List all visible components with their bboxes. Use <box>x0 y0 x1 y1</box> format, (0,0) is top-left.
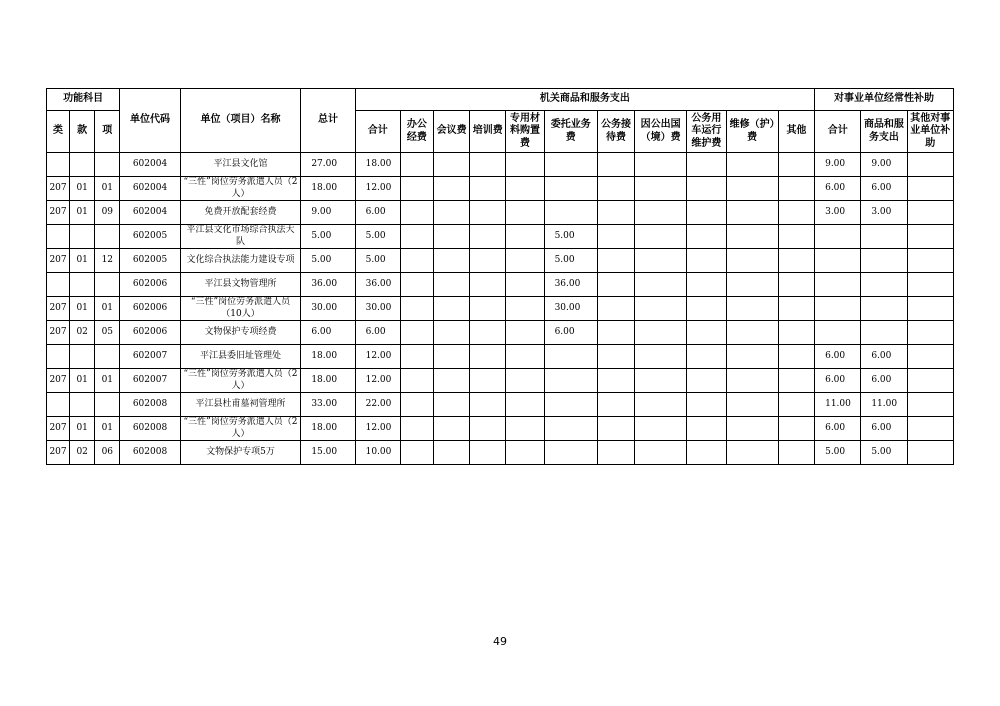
cell-unit-name: “三性”岗位劳务派遣人员（2人） <box>180 417 301 441</box>
cell-subsidy-goods: 5.00 <box>861 441 907 465</box>
cell-xiang <box>95 153 120 177</box>
cell-office-expense <box>400 321 433 345</box>
cell-entrusted-business: 5.00 <box>544 225 597 249</box>
cell-unit-code: 602004 <box>120 153 180 177</box>
cell-vehicle-maintenance <box>687 249 726 273</box>
cell-vehicle-maintenance <box>687 201 726 225</box>
cell-vehicle-maintenance <box>687 321 726 345</box>
cell-repair <box>726 345 778 369</box>
cell-unit-code: 602005 <box>120 249 180 273</box>
cell-total: 5.00 <box>301 249 355 273</box>
cell-subsidy-goods: 6.00 <box>861 417 907 441</box>
cell-official-reception <box>597 441 634 465</box>
table-row <box>47 393 954 417</box>
cell-entrusted-business <box>544 441 597 465</box>
cell-official-reception <box>597 249 634 273</box>
cell-office-expense <box>400 177 433 201</box>
header-kuan: 款 <box>70 111 95 153</box>
cell-vehicle-maintenance <box>687 345 726 369</box>
cell-other <box>778 345 814 369</box>
cell-official-reception <box>597 201 634 225</box>
cell-subsidy-goods: 6.00 <box>861 345 907 369</box>
cell-unit-name: “三性”岗位劳务派遣人员（10人） <box>180 297 301 321</box>
cell-unit-code: 602008 <box>120 393 180 417</box>
cell-vehicle-maintenance <box>687 153 726 177</box>
cell-meeting-expense <box>434 273 470 297</box>
table-row <box>47 441 954 465</box>
cell-office-expense <box>400 417 433 441</box>
cell-overseas-travel <box>635 225 687 249</box>
cell-subsidy-total: 9.00 <box>815 153 861 177</box>
cell-repair <box>726 273 778 297</box>
cell-unit-name: “三性”岗位劳务派遣人员（2人） <box>180 177 301 201</box>
cell-overseas-travel <box>635 417 687 441</box>
cell-subsidy-total <box>815 297 861 321</box>
cell-office-expense <box>400 345 433 369</box>
cell-other <box>778 177 814 201</box>
cell-goods-total: 12.00 <box>355 177 400 201</box>
cell-unit-name: 免费开放配套经费 <box>180 201 301 225</box>
cell-xiang <box>95 393 120 417</box>
cell-vehicle-maintenance <box>687 225 726 249</box>
cell-unit-code: 602007 <box>120 345 180 369</box>
cell-kuan: 01 <box>70 369 95 393</box>
cell-subsidy-goods <box>861 225 907 249</box>
cell-meeting-expense <box>434 297 470 321</box>
cell-entrusted-business: 5.00 <box>544 249 597 273</box>
cell-entrusted-business: 36.00 <box>544 273 597 297</box>
cell-entrusted-business <box>544 345 597 369</box>
cell-kuan: 01 <box>70 201 95 225</box>
cell-xiang <box>95 225 120 249</box>
cell-official-reception <box>597 273 634 297</box>
cell-overseas-travel <box>635 153 687 177</box>
cell-goods-total: 10.00 <box>355 441 400 465</box>
cell-goods-total: 12.00 <box>355 345 400 369</box>
cell-goods-total: 36.00 <box>355 273 400 297</box>
header-office-expense: 办公经费 <box>400 111 433 153</box>
cell-meeting-expense <box>434 441 470 465</box>
cell-lei <box>47 345 70 369</box>
cell-xiang <box>95 273 120 297</box>
cell-total: 18.00 <box>301 345 355 369</box>
cell-lei: 207 <box>47 249 70 273</box>
cell-training-expense <box>470 393 506 417</box>
cell-material-purchase <box>506 345 544 369</box>
cell-lei: 207 <box>47 297 70 321</box>
cell-subsidy-goods: 6.00 <box>861 369 907 393</box>
cell-overseas-travel <box>635 249 687 273</box>
cell-xiang: 09 <box>95 201 120 225</box>
cell-xiang <box>95 345 120 369</box>
cell-subsidy-other <box>907 153 953 177</box>
cell-subsidy-total <box>815 273 861 297</box>
cell-kuan <box>70 225 95 249</box>
cell-other <box>778 369 814 393</box>
cell-total: 15.00 <box>301 441 355 465</box>
table-row <box>47 249 954 273</box>
cell-vehicle-maintenance <box>687 177 726 201</box>
cell-entrusted-business: 6.00 <box>544 321 597 345</box>
cell-repair <box>726 441 778 465</box>
cell-meeting-expense <box>434 177 470 201</box>
cell-unit-name: 文物保护专项经费 <box>180 321 301 345</box>
cell-meeting-expense <box>434 393 470 417</box>
cell-vehicle-maintenance <box>687 441 726 465</box>
cell-material-purchase <box>506 393 544 417</box>
cell-overseas-travel <box>635 345 687 369</box>
cell-training-expense <box>470 369 506 393</box>
cell-lei: 207 <box>47 321 70 345</box>
cell-training-expense <box>470 441 506 465</box>
cell-official-reception <box>597 369 634 393</box>
cell-total: 18.00 <box>301 369 355 393</box>
cell-repair <box>726 321 778 345</box>
table-row <box>47 417 954 441</box>
cell-meeting-expense <box>434 201 470 225</box>
cell-kuan: 02 <box>70 321 95 345</box>
cell-office-expense <box>400 441 433 465</box>
cell-subsidy-goods: 3.00 <box>861 201 907 225</box>
page-number: 49 <box>493 635 507 648</box>
cell-meeting-expense <box>434 225 470 249</box>
cell-goods-total: 5.00 <box>355 225 400 249</box>
cell-entrusted-business <box>544 177 597 201</box>
cell-lei: 207 <box>47 177 70 201</box>
cell-subsidy-total: 3.00 <box>815 201 861 225</box>
cell-unit-code: 602006 <box>120 297 180 321</box>
header-overseas-travel: 因公出国（境）费 <box>635 111 687 153</box>
cell-official-reception <box>597 177 634 201</box>
cell-subsidy-other <box>907 177 953 201</box>
cell-total: 9.00 <box>301 201 355 225</box>
cell-subsidy-other <box>907 417 953 441</box>
cell-kuan: 01 <box>70 417 95 441</box>
cell-other <box>778 225 814 249</box>
cell-kuan: 01 <box>70 249 95 273</box>
cell-lei <box>47 225 70 249</box>
cell-repair <box>726 225 778 249</box>
cell-goods-total: 5.00 <box>355 249 400 273</box>
header-vehicle-maintenance: 公务用车运行维护费 <box>687 111 726 153</box>
cell-xiang: 06 <box>95 441 120 465</box>
cell-vehicle-maintenance <box>687 369 726 393</box>
cell-subsidy-other <box>907 369 953 393</box>
cell-subsidy-total: 6.00 <box>815 345 861 369</box>
cell-unit-code: 602008 <box>120 417 180 441</box>
header-xiang: 项 <box>95 111 120 153</box>
table-row <box>47 345 954 369</box>
cell-training-expense <box>470 249 506 273</box>
cell-overseas-travel <box>635 441 687 465</box>
header-training-expense: 培训费 <box>470 111 506 153</box>
cell-goods-total: 18.00 <box>355 153 400 177</box>
table-row <box>47 273 954 297</box>
cell-subsidy-total: 6.00 <box>815 177 861 201</box>
cell-entrusted-business <box>544 201 597 225</box>
cell-xiang: 12 <box>95 249 120 273</box>
cell-overseas-travel <box>635 177 687 201</box>
cell-training-expense <box>470 177 506 201</box>
cell-lei <box>47 393 70 417</box>
cell-total: 30.00 <box>301 297 355 321</box>
cell-unit-code: 602006 <box>120 273 180 297</box>
header-other: 其他 <box>778 111 814 153</box>
cell-material-purchase <box>506 321 544 345</box>
cell-entrusted-business <box>544 369 597 393</box>
header-repair: 维修（护）费 <box>726 111 778 153</box>
cell-unit-code: 602007 <box>120 369 180 393</box>
cell-entrusted-business <box>544 417 597 441</box>
cell-material-purchase <box>506 273 544 297</box>
header-group-subsidy: 对事业单位经常性补助 <box>815 89 954 111</box>
cell-subsidy-total: 6.00 <box>815 417 861 441</box>
cell-repair <box>726 201 778 225</box>
cell-kuan <box>70 273 95 297</box>
cell-vehicle-maintenance <box>687 393 726 417</box>
header-subsidy-total: 合计 <box>815 111 861 153</box>
cell-overseas-travel <box>635 321 687 345</box>
cell-subsidy-total <box>815 249 861 273</box>
cell-material-purchase <box>506 249 544 273</box>
cell-other <box>778 393 814 417</box>
cell-subsidy-other <box>907 249 953 273</box>
cell-official-reception <box>597 153 634 177</box>
cell-other <box>778 417 814 441</box>
cell-lei <box>47 153 70 177</box>
cell-total: 5.00 <box>301 225 355 249</box>
cell-other <box>778 321 814 345</box>
cell-entrusted-business <box>544 393 597 417</box>
cell-goods-total: 12.00 <box>355 417 400 441</box>
cell-material-purchase <box>506 369 544 393</box>
header-meeting-expense: 会议费 <box>434 111 470 153</box>
header-entrusted-business: 委托业务费 <box>544 111 597 153</box>
cell-meeting-expense <box>434 417 470 441</box>
cell-subsidy-other <box>907 393 953 417</box>
cell-repair <box>726 417 778 441</box>
cell-entrusted-business <box>544 153 597 177</box>
table-row <box>47 369 954 393</box>
cell-office-expense <box>400 369 433 393</box>
cell-training-expense <box>470 297 506 321</box>
cell-office-expense <box>400 393 433 417</box>
cell-goods-total: 6.00 <box>355 201 400 225</box>
cell-office-expense <box>400 273 433 297</box>
header-total: 总计 <box>301 89 355 153</box>
cell-lei: 207 <box>47 417 70 441</box>
cell-material-purchase <box>506 417 544 441</box>
cell-subsidy-goods <box>861 249 907 273</box>
cell-other <box>778 249 814 273</box>
header-material-purchase: 专用材料购置费 <box>506 111 544 153</box>
cell-xiang: 01 <box>95 417 120 441</box>
budget-table <box>46 88 954 465</box>
cell-meeting-expense <box>434 153 470 177</box>
cell-overseas-travel <box>635 201 687 225</box>
cell-material-purchase <box>506 297 544 321</box>
cell-official-reception <box>597 345 634 369</box>
cell-meeting-expense <box>434 321 470 345</box>
header-goods-total: 合计 <box>355 111 400 153</box>
cell-subsidy-other <box>907 345 953 369</box>
cell-subsidy-other <box>907 225 953 249</box>
cell-subsidy-goods: 6.00 <box>861 177 907 201</box>
cell-training-expense <box>470 345 506 369</box>
cell-other <box>778 153 814 177</box>
table-row <box>47 321 954 345</box>
cell-unit-code: 602008 <box>120 441 180 465</box>
cell-overseas-travel <box>635 297 687 321</box>
cell-subsidy-goods <box>861 297 907 321</box>
cell-repair <box>726 153 778 177</box>
cell-kuan: 02 <box>70 441 95 465</box>
cell-goods-total: 22.00 <box>355 393 400 417</box>
header-func-subject: 功能科目 <box>47 89 120 111</box>
cell-entrusted-business: 30.00 <box>544 297 597 321</box>
header-lei: 类 <box>47 111 70 153</box>
header-group-goods: 机关商品和服务支出 <box>355 89 815 111</box>
cell-subsidy-total: 5.00 <box>815 441 861 465</box>
cell-unit-name: 平江县文化市场综合执法大队 <box>180 225 301 249</box>
cell-training-expense <box>470 225 506 249</box>
cell-other <box>778 273 814 297</box>
cell-repair <box>726 369 778 393</box>
cell-overseas-travel <box>635 273 687 297</box>
cell-training-expense <box>470 417 506 441</box>
cell-overseas-travel <box>635 369 687 393</box>
cell-vehicle-maintenance <box>687 417 726 441</box>
cell-subsidy-total <box>815 225 861 249</box>
cell-subsidy-goods: 11.00 <box>861 393 907 417</box>
cell-lei: 207 <box>47 441 70 465</box>
cell-total: 36.00 <box>301 273 355 297</box>
cell-material-purchase <box>506 225 544 249</box>
cell-meeting-expense <box>434 249 470 273</box>
cell-repair <box>726 177 778 201</box>
cell-subsidy-goods <box>861 321 907 345</box>
cell-kuan: 01 <box>70 177 95 201</box>
cell-meeting-expense <box>434 369 470 393</box>
header-subsidy-other: 其他对事业单位补助 <box>907 111 953 153</box>
cell-material-purchase <box>506 441 544 465</box>
table-row <box>47 225 954 249</box>
cell-xiang: 01 <box>95 369 120 393</box>
cell-material-purchase <box>506 177 544 201</box>
cell-kuan <box>70 153 95 177</box>
cell-official-reception <box>597 297 634 321</box>
cell-office-expense <box>400 297 433 321</box>
cell-subsidy-other <box>907 321 953 345</box>
cell-material-purchase <box>506 153 544 177</box>
cell-official-reception <box>597 417 634 441</box>
cell-unit-code: 602005 <box>120 225 180 249</box>
cell-material-purchase <box>506 201 544 225</box>
cell-kuan: 01 <box>70 297 95 321</box>
cell-subsidy-other <box>907 201 953 225</box>
cell-training-expense <box>470 201 506 225</box>
cell-unit-code: 602004 <box>120 177 180 201</box>
cell-xiang: 01 <box>95 177 120 201</box>
table-row <box>47 153 954 177</box>
cell-training-expense <box>470 273 506 297</box>
cell-total: 18.00 <box>301 417 355 441</box>
cell-overseas-travel <box>635 393 687 417</box>
header-unit-name: 单位（项目）名称 <box>180 89 301 153</box>
cell-unit-name: 文化综合执法能力建设专项 <box>180 249 301 273</box>
cell-goods-total: 6.00 <box>355 321 400 345</box>
cell-other <box>778 201 814 225</box>
cell-xiang: 01 <box>95 297 120 321</box>
cell-training-expense <box>470 153 506 177</box>
cell-lei: 207 <box>47 201 70 225</box>
cell-subsidy-total: 6.00 <box>815 369 861 393</box>
cell-official-reception <box>597 321 634 345</box>
cell-goods-total: 30.00 <box>355 297 400 321</box>
cell-kuan <box>70 345 95 369</box>
cell-lei: 207 <box>47 369 70 393</box>
cell-repair <box>726 393 778 417</box>
header-official-reception: 公务接待费 <box>597 111 634 153</box>
table-body <box>47 153 954 465</box>
cell-goods-total: 12.00 <box>355 369 400 393</box>
cell-other <box>778 441 814 465</box>
cell-total: 33.00 <box>301 393 355 417</box>
table-row <box>47 201 954 225</box>
header-unit-code: 单位代码 <box>120 89 180 153</box>
cell-other <box>778 297 814 321</box>
cell-unit-code: 602006 <box>120 321 180 345</box>
cell-unit-name: “三性”岗位劳务派遣人员（2人） <box>180 369 301 393</box>
cell-subsidy-total: 11.00 <box>815 393 861 417</box>
cell-vehicle-maintenance <box>687 297 726 321</box>
table-row <box>47 297 954 321</box>
cell-subsidy-other <box>907 441 953 465</box>
cell-subsidy-goods: 9.00 <box>861 153 907 177</box>
cell-office-expense <box>400 153 433 177</box>
cell-vehicle-maintenance <box>687 273 726 297</box>
cell-total: 18.00 <box>301 177 355 201</box>
cell-unit-code: 602004 <box>120 201 180 225</box>
cell-total: 27.00 <box>301 153 355 177</box>
cell-unit-name: 平江县杜甫墓祠管理所 <box>180 393 301 417</box>
cell-office-expense <box>400 249 433 273</box>
cell-subsidy-goods <box>861 273 907 297</box>
cell-unit-name: 平江县委旧址管理处 <box>180 345 301 369</box>
cell-unit-name: 文物保护专项5万 <box>180 441 301 465</box>
cell-subsidy-total <box>815 321 861 345</box>
cell-subsidy-other <box>907 273 953 297</box>
cell-unit-name: 平江县文化馆 <box>180 153 301 177</box>
header-subsidy-goods: 商品和服务支出 <box>861 111 907 153</box>
cell-official-reception <box>597 393 634 417</box>
cell-office-expense <box>400 225 433 249</box>
table-row <box>47 177 954 201</box>
cell-xiang: 05 <box>95 321 120 345</box>
cell-meeting-expense <box>434 345 470 369</box>
cell-lei <box>47 273 70 297</box>
cell-repair <box>726 297 778 321</box>
cell-official-reception <box>597 225 634 249</box>
cell-office-expense <box>400 201 433 225</box>
cell-kuan <box>70 393 95 417</box>
cell-subsidy-other <box>907 297 953 321</box>
cell-training-expense <box>470 321 506 345</box>
cell-unit-name: 平江县文物管理所 <box>180 273 301 297</box>
cell-repair <box>726 249 778 273</box>
cell-total: 6.00 <box>301 321 355 345</box>
